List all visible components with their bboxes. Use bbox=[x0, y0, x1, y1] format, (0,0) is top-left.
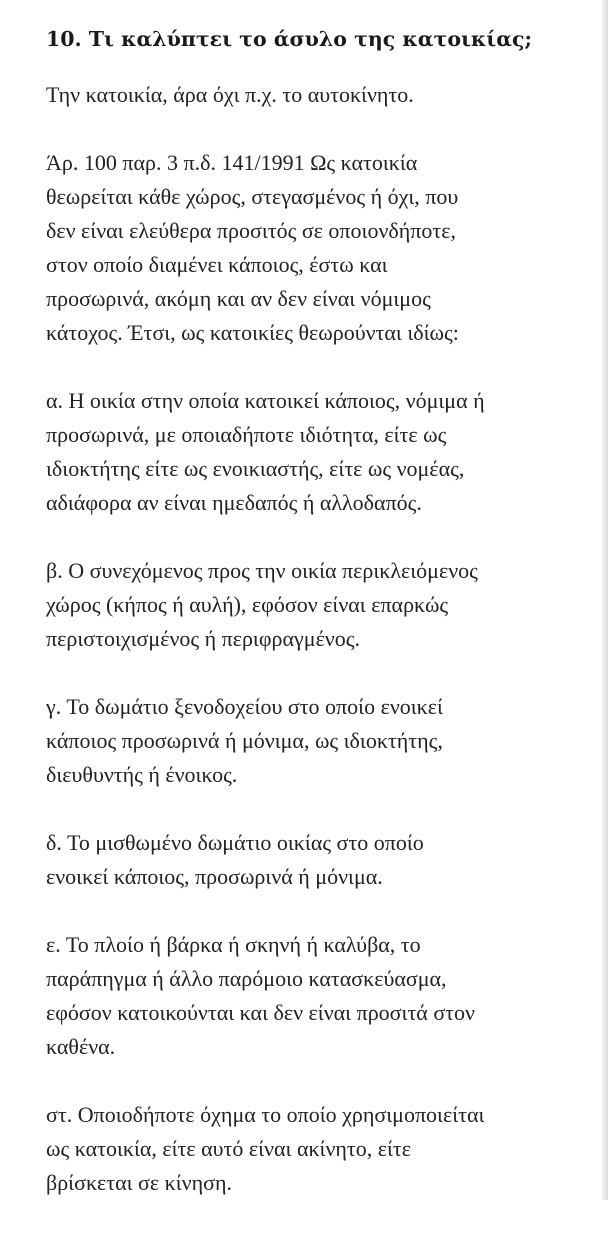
list-item-d bbox=[46, 826, 594, 894]
list-item-c bbox=[46, 690, 594, 792]
text-line: ε. Το πλοίο ή βάρκα ή σκηνή ή καλύβα, το bbox=[46, 932, 421, 957]
text-line: διευθυντής ή ένοικος. bbox=[46, 762, 238, 787]
text-line: β. Ο συνεχόμενος προς την οικία περικλειόμενος bbox=[46, 558, 478, 583]
text-line: δεν είναι ελεύθερα προσιτός σε οποιονδήποτε, bbox=[46, 218, 456, 243]
paragraph-intro bbox=[46, 78, 594, 112]
text-line: γ. Το δωμάτιο ξενοδοχείου στο οποίο ενοικεί bbox=[46, 694, 443, 719]
text-line: χώρος (κήπος ή αυλή), εφόσον είναι επαρκώς bbox=[46, 592, 449, 617]
text-line: κάτοχος. Έτσι, ως κατοικίες θεωρούνται ιδίως: bbox=[46, 320, 459, 345]
text-line: κάποιος προσωρινά ή μόνιμα, ως ιδιοκτήτης, bbox=[46, 728, 443, 753]
text-line: βρίσκεται σε κίνηση. bbox=[46, 1170, 232, 1195]
text-line: δ. Το μισθωμένο δωμάτιο οικίας στο οποίο bbox=[46, 830, 424, 855]
page-edge-shadow bbox=[602, 0, 608, 1200]
text-line: Την κατοικία, άρα όχι π.χ. το αυτοκίνητο. bbox=[46, 82, 414, 107]
list-item-a bbox=[46, 384, 594, 520]
text-line: καθένα. bbox=[46, 1034, 116, 1059]
text-line: ιδιοκτήτης είτε ως ενοικιαστής, είτε ως νομέας, bbox=[46, 456, 465, 481]
list-item-b bbox=[46, 554, 594, 656]
text-line: Άρ. 100 παρ. 3 π.δ. 141/1991 Ως κατοικία bbox=[46, 150, 418, 175]
list-item-st bbox=[46, 1098, 594, 1200]
paragraph-legal-definition bbox=[46, 146, 594, 350]
text-line: προσωρινά, με οποιαδήποτε ιδιότητα, είτε ως bbox=[46, 422, 447, 447]
text-line: στον οποίο διαμένει κάποιος, έστω και bbox=[46, 252, 388, 277]
text-line: προσωρινά, ακόμη και αν δεν είναι νόμιμος bbox=[46, 286, 431, 311]
text-line: α. Η οικία στην οποία κατοικεί κάποιος, νόμιμα ή bbox=[46, 388, 485, 413]
section-heading: 10. Τι καλύπτει το άσυλο της κατοικίας; bbox=[46, 27, 533, 51]
text-line: ενοικεί κάποιος, προσωρινά ή μόνιμα. bbox=[46, 864, 383, 889]
text-line: παράπηγμα ή άλλο παρόμοιο κατασκεύασμα, bbox=[46, 966, 447, 991]
text-line: εφόσον κατοικούνται και δεν είναι προσιτά στον bbox=[46, 1000, 475, 1025]
text-line: ως κατοικία, είτε αυτό είναι ακίνητο, είτε bbox=[46, 1136, 412, 1161]
text-line: περιστοιχισμένος ή περιφραγμένος. bbox=[46, 626, 360, 651]
list-item-e bbox=[46, 928, 594, 1064]
text-line: θεωρείται κάθε χώρος, στεγασμένος ή όχι, που bbox=[46, 184, 459, 209]
article-body bbox=[46, 22, 594, 1234]
text-line: στ. Οποιοδήποτε όχημα το οποίο χρησιμοποιείται bbox=[46, 1102, 485, 1127]
text-line: αδιάφορα αν είναι ημεδαπός ή αλλοδαπός. bbox=[46, 490, 422, 515]
